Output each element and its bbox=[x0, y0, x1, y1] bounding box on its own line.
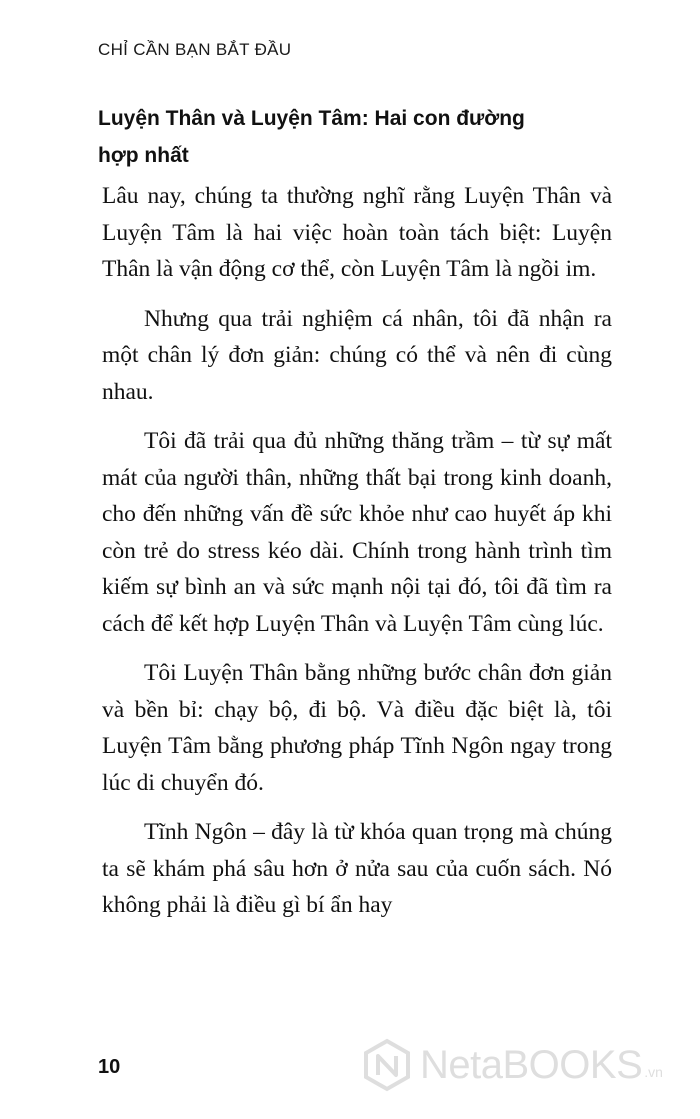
body-text bbox=[102, 178, 612, 937]
watermark bbox=[360, 1038, 663, 1092]
n-logo-icon bbox=[360, 1038, 414, 1092]
paragraph-5: Tĩnh Ngôn – đây là từ khóa quan trọng mà chúng ta sẽ khám phá sâu hơn ở nửa sau của cuốn sách. Nó không phải là điều gì bí ẩn hay bbox=[102, 819, 612, 918]
page-number: 10 bbox=[98, 1056, 121, 1078]
section-title: Luyện Thân và Luyện Tâm: Hai con đường hợp nhất bbox=[98, 107, 525, 167]
paragraph-1: Lâu nay, chúng ta thường nghĩ rằng Luyện Thân và Luyện Tâm là hai việc hoàn toàn tách biệt: Luyện Thân là vận động cơ thể, còn Luyện Tâm là ngồi im. bbox=[102, 183, 612, 282]
running-head: CHỈ CẦN BẠN BẮT ĐẦU bbox=[98, 40, 292, 59]
paragraph-4: Tôi Luyện Thân bằng những bước chân đơn giản và bền bỉ: chạy bộ, đi bộ. Và điều đặc biệt là, tôi Luyện Tâm bằng phương pháp Tĩnh Ngôn ngay trong lúc di chuyển đó. bbox=[102, 660, 612, 796]
watermark-suffix: .vn bbox=[644, 1064, 663, 1080]
paragraph-2: Nhưng qua trải nghiệm cá nhân, tôi đã nhận ra một chân lý đơn giản: chúng có thể và nên đi cùng nhau. bbox=[102, 305, 612, 405]
watermark-brand: NetaBOOKS bbox=[420, 1042, 643, 1087]
paragraph-3: Tôi đã trải qua đủ những thăng trầm – từ sự mất mát của người thân, những thất bại trong kinh doanh, cho đến những vấn đề sức khỏe như cao huyết áp khi còn trẻ do stress kéo dài. Chính trong hành trình tìm kiếm sự bình an và sức mạnh nội tại đó, tôi đã tìm ra cách để kết hợp Luyện Thân và Luyện Tâm cùng lúc. bbox=[102, 428, 612, 637]
